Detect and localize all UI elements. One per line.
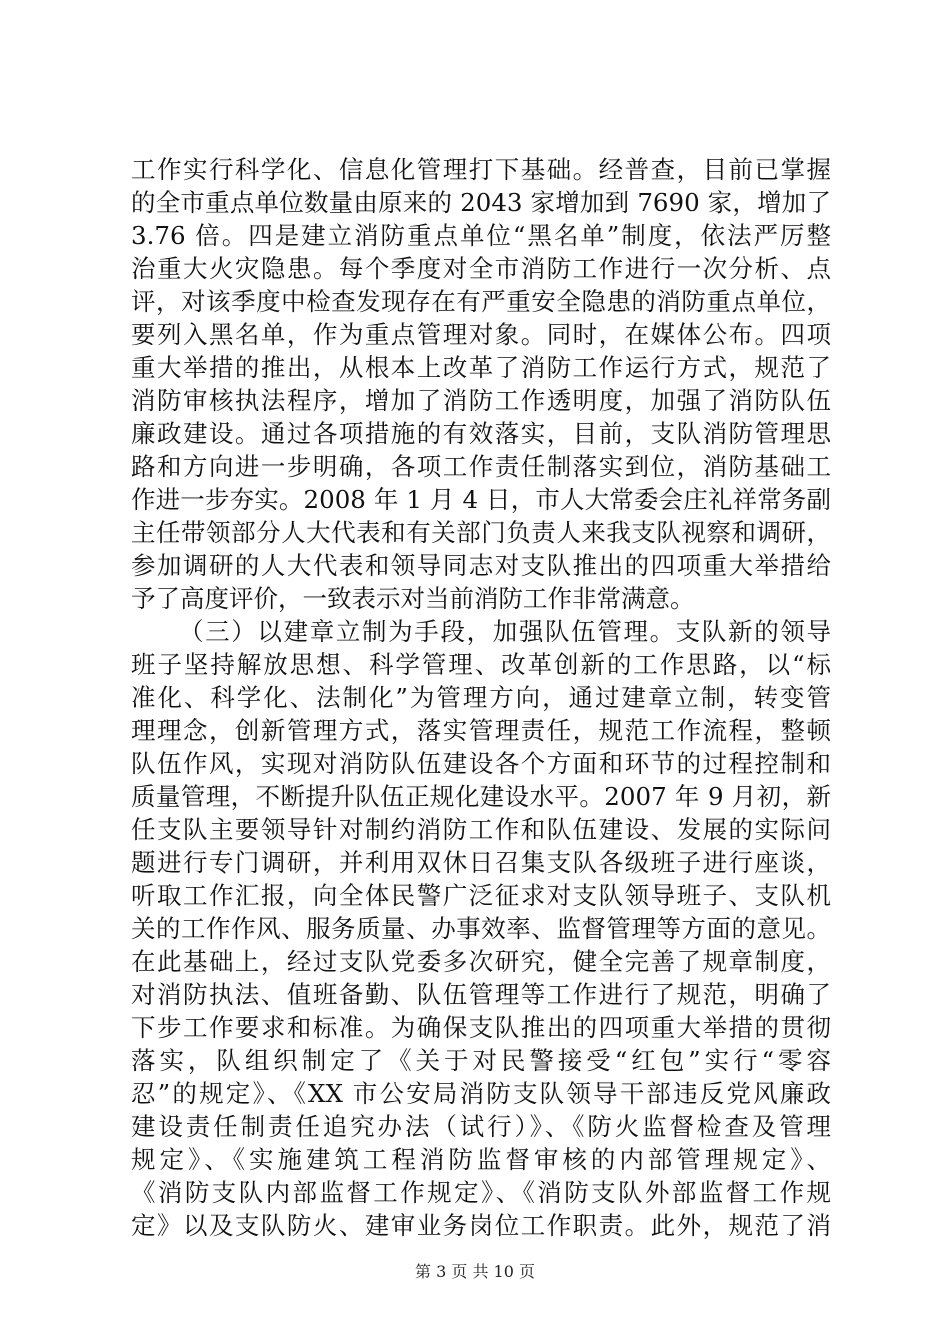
text-line: 质量管理，不断提升队伍正规化建设水平。2007 年 9 月初，新 bbox=[131, 782, 831, 811]
text-line: 路和方向进一步明确，各项工作责任制落实到位，消防基础工 bbox=[131, 452, 831, 481]
page-number-footer: 第 3 页 共 10 页 bbox=[415, 1262, 535, 1281]
text-line: 要列入黑名单，作为重点管理对象。同时，在媒体公布。四项 bbox=[131, 320, 831, 349]
text-line: 准化、科学化、法制化”为管理方向，通过建章立制，转变管 bbox=[131, 683, 831, 712]
text-line: 班子坚持解放思想、科学管理、改革创新的工作思路，以“标 bbox=[131, 650, 831, 679]
text-line: 消防审核执法程序，增加了消防工作透明度，加强了消防队伍 bbox=[131, 386, 831, 415]
body-text bbox=[131, 153, 831, 1242]
text-line: 忍”的规定》、《XX 市公安局消防支队领导干部违反党风廉政 bbox=[131, 1079, 831, 1108]
text-line: 参加调研的人大代表和领导同志对支队推出的四项重大举措给 bbox=[131, 551, 831, 580]
text-line: （三）以建章立制为手段，加强队伍管理。支队新的领导 bbox=[179, 617, 831, 646]
text-line: 任支队主要领导针对制约消防工作和队伍建设、发展的实际问 bbox=[131, 815, 831, 844]
text-line: 予了高度评价，一致表示对当前消防工作非常满意。 bbox=[131, 584, 695, 613]
text-line: 建设责任制责任追究办法（试行）》、《防火监督检查及管理 bbox=[131, 1112, 831, 1141]
text-line: 对消防执法、值班备勤、队伍管理等工作进行了规范，明确了 bbox=[131, 980, 831, 1009]
text-line: 落实，队组织制定了《关于对民警接受“红包”实行“零容 bbox=[131, 1046, 831, 1075]
text-line: 主任带领部分人大代表和有关部门负责人来我支队视察和调研， bbox=[131, 518, 831, 547]
text-line: 下步工作要求和标准。为确保支队推出的四项重大举措的贯彻 bbox=[131, 1013, 831, 1042]
text-line: 3.76 倍。四是建立消防重点单位“黑名单”制度，依法严厉整 bbox=[131, 221, 831, 250]
text-line: 在此基础上，经过支队党委多次研究，健全完善了规章制度， bbox=[131, 947, 831, 976]
text-line: 定》以及支队防火、建审业务岗位工作职责。此外，规范了消 bbox=[131, 1211, 831, 1240]
text-line: 治重大火灾隐患。每个季度对全市消防工作进行一次分析、点 bbox=[131, 254, 831, 283]
text-line: 理理念，创新管理方式，落实管理责任，规范工作流程，整顿 bbox=[131, 716, 831, 745]
text-line: 听取工作汇报，向全体民警广泛征求对支队领导班子、支队机 bbox=[131, 881, 831, 910]
text-line: 重大举措的推出，从根本上改革了消防工作运行方式，规范了 bbox=[131, 353, 831, 382]
text-line: 评，对该季度中检查发现存在有严重安全隐患的消防重点单位， bbox=[131, 287, 831, 316]
text-line: 工作实行科学化、信息化管理打下基础。经普查，目前已掌握 bbox=[131, 155, 831, 184]
text-line: 题进行专门调研，并利用双休日召集支队各级班子进行座谈， bbox=[131, 848, 831, 877]
text-line: 《消防支队内部监督工作规定》、《消防支队外部监督工作规 bbox=[131, 1178, 831, 1207]
text-line: 规定》、《实施建筑工程消防监督审核的内部管理规定》、 bbox=[131, 1145, 831, 1174]
text-line: 关的工作作风、服务质量、办事效率、监督管理等方面的意见。 bbox=[131, 914, 831, 943]
text-line: 的全市重点单位数量由原来的 2043 家增加到 7690 家，增加了 bbox=[131, 188, 831, 217]
text-line: 队伍作风，实现对消防队伍建设各个方面和环节的过程控制和 bbox=[131, 749, 831, 778]
text-line: 廉政建设。通过各项措施的有效落实，目前，支队消防管理思 bbox=[131, 419, 831, 448]
text-line: 作进一步夯实。2008 年 1 月 4 日，市人大常委会庄礼祥常务副 bbox=[131, 485, 831, 514]
